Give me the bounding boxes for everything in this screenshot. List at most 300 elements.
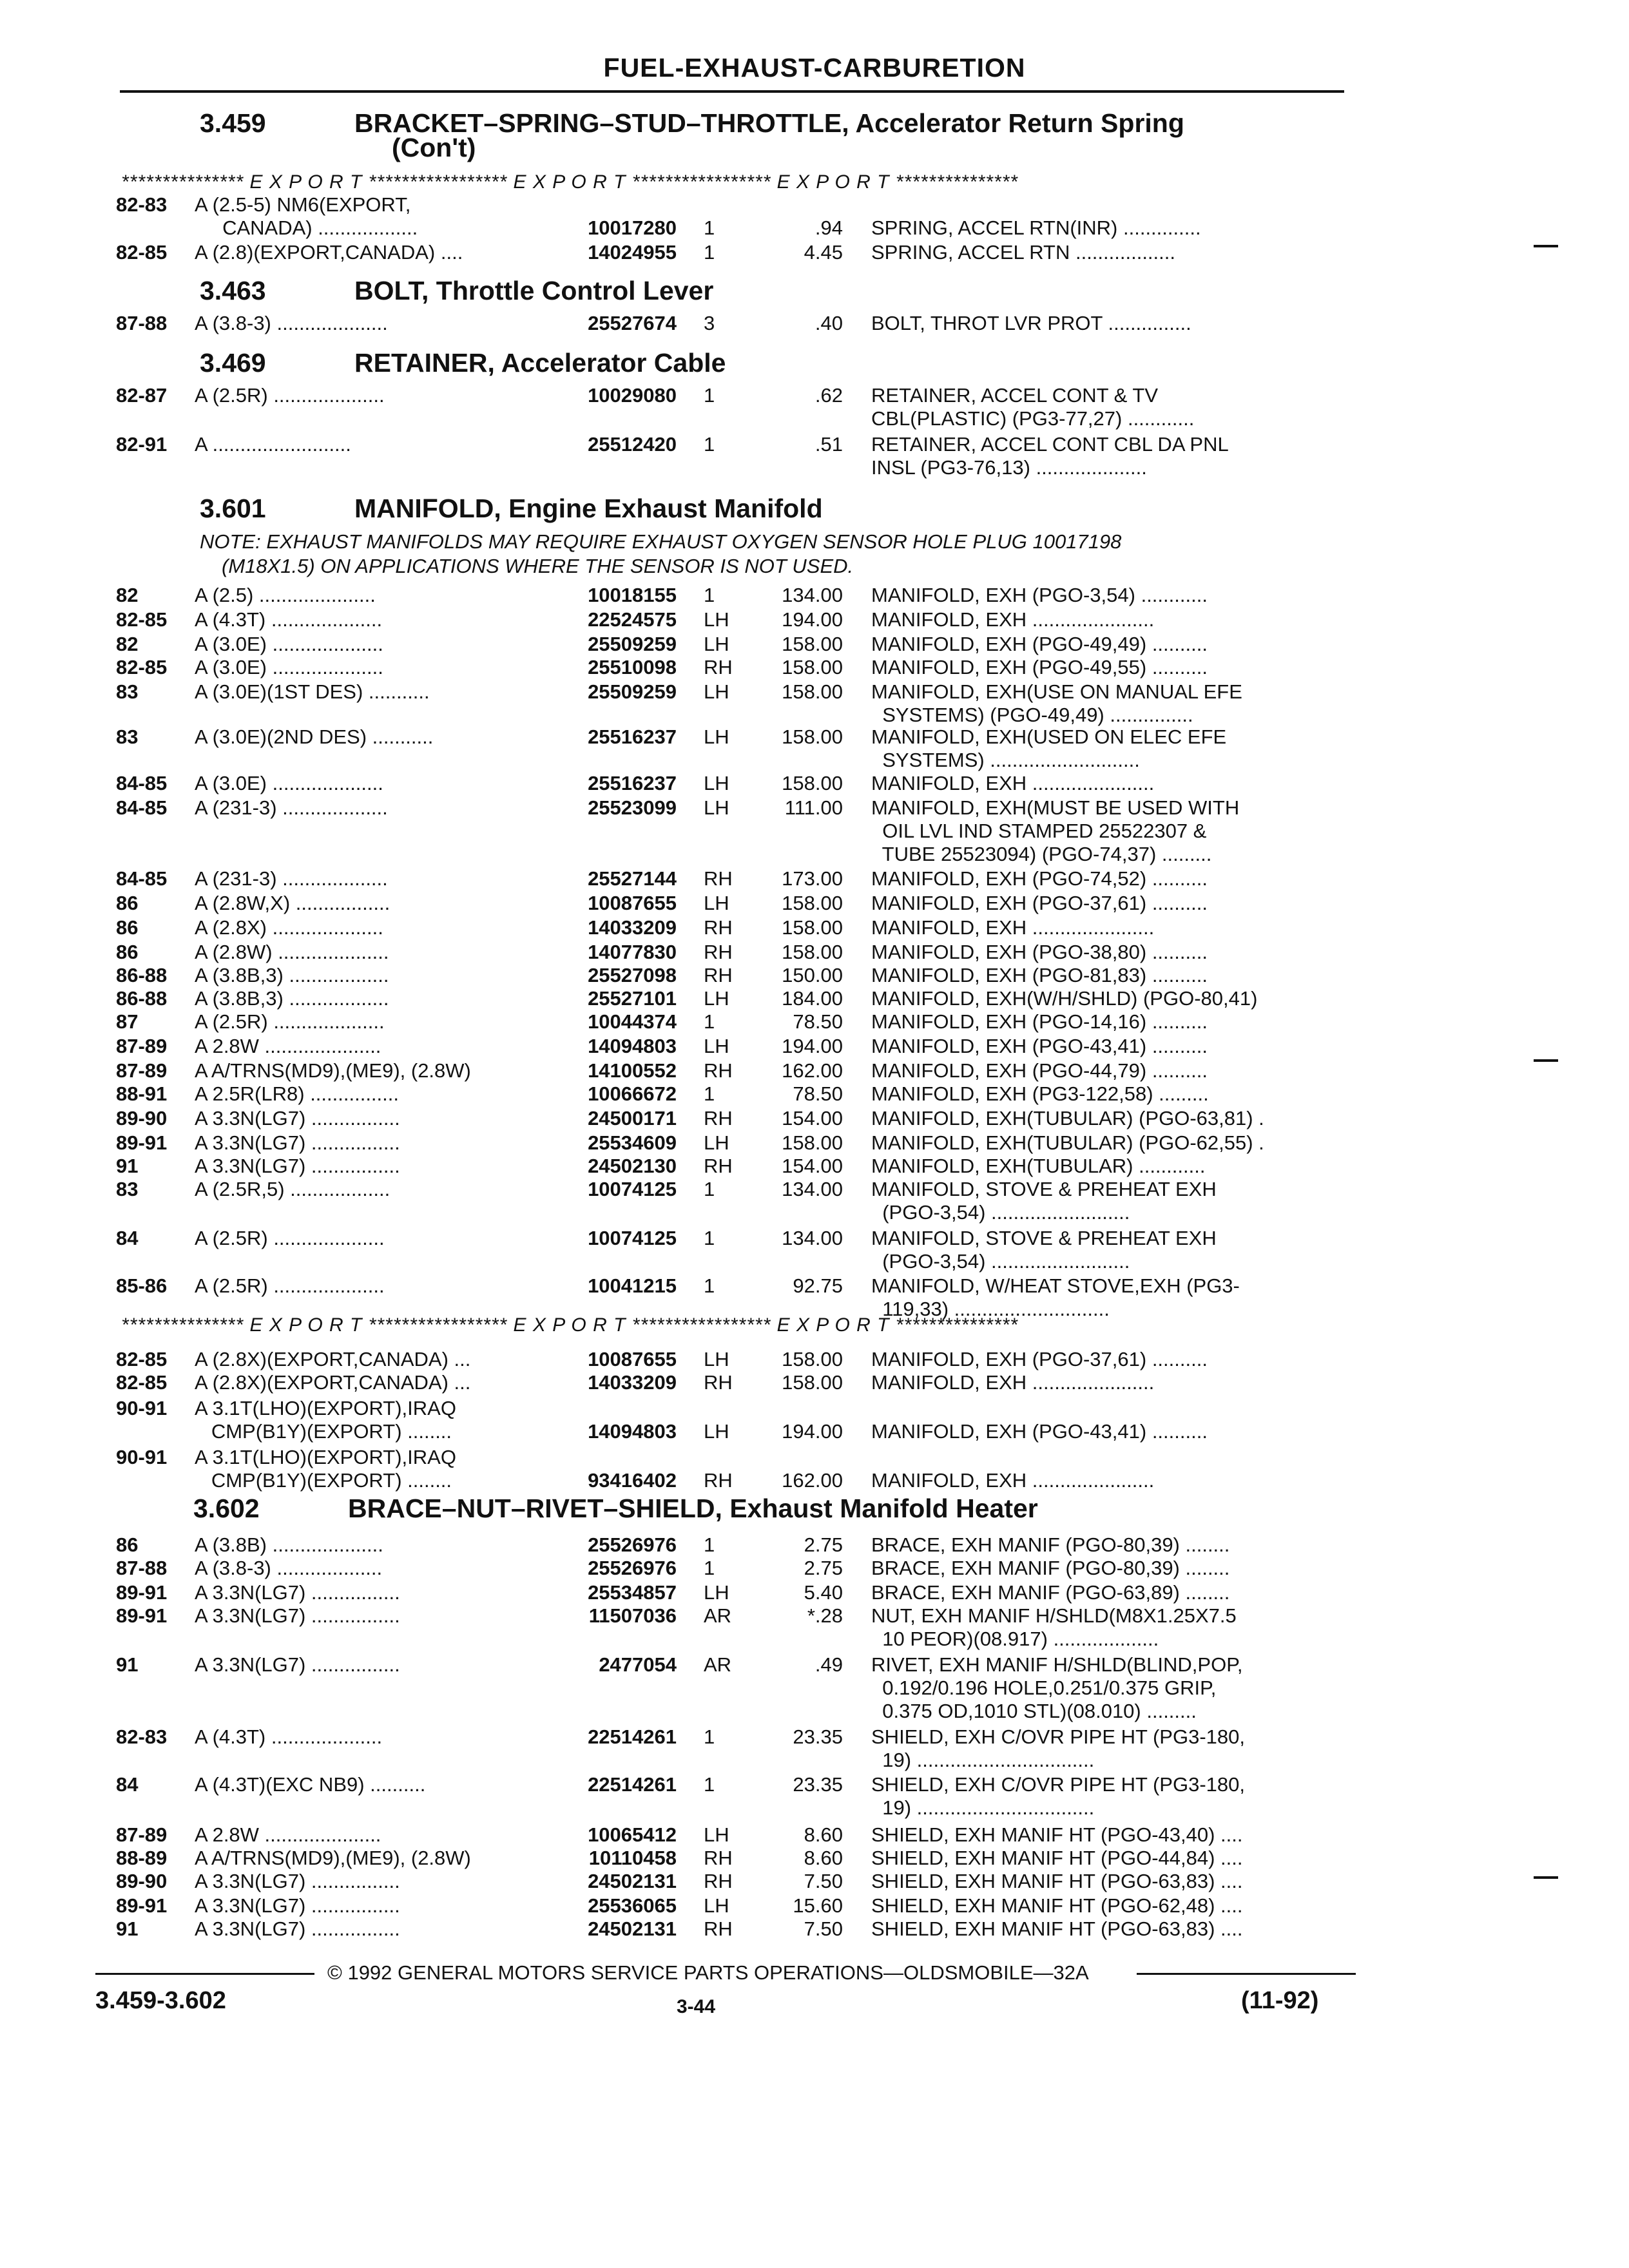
application: A (3.0E)(1ST DES) ........... (195, 680, 430, 703)
quantity: AR (704, 1604, 732, 1627)
part-number: 10074125 (588, 1178, 677, 1200)
part-number: 14033209 (588, 916, 677, 939)
description: SYSTEMS) ........................... (871, 749, 1140, 771)
model-years: 84 (116, 1227, 139, 1249)
model-years: 87-88 (116, 312, 168, 334)
description: (PGO-3,54) ......................... (871, 1201, 1130, 1224)
description: MANIFOLD, STOVE & PREHEAT EXH (871, 1178, 1217, 1200)
model-years: 87-89 (116, 1035, 168, 1057)
description: MANIFOLD, EXH ...................... (871, 772, 1155, 794)
description: RETAINER, ACCEL CONT CBL DA PNL (871, 433, 1229, 456)
price: 158.00 (782, 772, 843, 794)
part-number: 25526976 (588, 1557, 677, 1579)
part-number: 10041215 (588, 1274, 677, 1297)
model-years: 89-91 (116, 1131, 168, 1154)
quantity: 1 (704, 433, 715, 456)
footer-page-number: 3-44 (677, 1996, 716, 2017)
description: 19) ................................ (871, 1796, 1095, 1819)
model-years: 82-85 (116, 1371, 168, 1394)
quantity: LH (704, 987, 729, 1010)
quantity: LH (704, 633, 729, 655)
quantity: LH (704, 1823, 729, 1846)
description: MANIFOLD, EXH(TUBULAR) (PGO-63,81) . (871, 1107, 1264, 1129)
application: A 3.3N(LG7) ................ (195, 1917, 400, 1940)
description: MANIFOLD, EXH(USE ON MANUAL EFE (871, 680, 1242, 703)
description: CBL(PLASTIC) (PG3-77,27) ............ (871, 407, 1195, 430)
quantity: LH (704, 1348, 729, 1370)
description: MANIFOLD, EXH (PG3-122,58) ......... (871, 1082, 1209, 1105)
description: MANIFOLD, EXH (PGO-44,79) .......... (871, 1059, 1208, 1082)
footer-rule-left (95, 1973, 314, 1975)
application: A (3.8B,3) .................. (195, 987, 389, 1010)
description: BRACE, EXH MANIF (PGO-80,39) ........ (871, 1533, 1230, 1556)
application: A A/TRNS(MD9),(ME9), (2.8W) (195, 1847, 471, 1869)
description: MANIFOLD, EXH (PGO-43,41) .......... (871, 1420, 1208, 1443)
application: CANADA) .................. (195, 216, 418, 239)
price: 158.00 (782, 680, 843, 703)
note-line: NOTE: EXHAUST MANIFOLDS MAY REQUIRE EXHAUST OXYGEN SENSOR HOLE PLUG 10017198 (200, 530, 1122, 553)
price: 8.60 (804, 1823, 843, 1846)
application: A 3.3N(LG7) ................ (195, 1653, 400, 1676)
section-title: BRACE–NUT–RIVET–SHIELD, Exhaust Manifold Heater (348, 1494, 1038, 1523)
application: A (2.5R) .................... (195, 1010, 385, 1033)
description: MANIFOLD, EXH ...................... (871, 916, 1155, 939)
price: 134.00 (782, 1227, 843, 1249)
price: 8.60 (804, 1847, 843, 1869)
application: A (2.5) ..................... (195, 584, 376, 606)
description: MANIFOLD, EXH (PGO-49,49) .......... (871, 633, 1208, 655)
description: RIVET, EXH MANIF H/SHLD(BLIND,POP, (871, 1653, 1243, 1676)
price: 158.00 (782, 941, 843, 963)
quantity: RH (704, 1847, 733, 1869)
description: SYSTEMS) (PGO-49,49) ............... (871, 704, 1193, 726)
model-years: 88-91 (116, 1082, 168, 1105)
description: MANIFOLD, EXH ...................... (871, 608, 1155, 631)
model-years: 84 (116, 1773, 139, 1796)
price: 2.75 (804, 1533, 843, 1556)
quantity: 3 (704, 312, 715, 334)
description: 119,33) ............................ (871, 1298, 1110, 1320)
price: 158.00 (782, 726, 843, 748)
quantity: 1 (704, 1773, 715, 1796)
price: 162.00 (782, 1059, 843, 1082)
footer-rule-right (1137, 1973, 1356, 1975)
model-years: 82-85 (116, 656, 168, 678)
model-years: 90-91 (116, 1446, 168, 1468)
section-number: 3.463 (200, 276, 266, 305)
price: 7.50 (804, 1917, 843, 1940)
price: 23.35 (793, 1725, 843, 1748)
price: 158.00 (782, 1131, 843, 1154)
quantity: RH (704, 1870, 733, 1892)
application: CMP(B1Y)(EXPORT) ........ (195, 1469, 452, 1492)
description: SHIELD, EXH MANIF HT (PGO-63,83) .... (871, 1917, 1243, 1940)
application: A (2.5R) .................... (195, 384, 385, 407)
price: 2.75 (804, 1557, 843, 1579)
application: A A/TRNS(MD9),(ME9), (2.8W) (195, 1059, 471, 1082)
price: 134.00 (782, 1178, 843, 1200)
part-number: 10074125 (588, 1227, 677, 1249)
model-years: 85-86 (116, 1274, 168, 1297)
price: .62 (815, 384, 843, 407)
description: SPRING, ACCEL RTN .................. (871, 241, 1175, 264)
part-number: 25516237 (588, 726, 677, 748)
application: A (2.8X) .................... (195, 916, 383, 939)
quantity: 1 (704, 1274, 715, 1297)
description: MANIFOLD, STOVE & PREHEAT EXH (871, 1227, 1217, 1249)
part-number: 25509259 (588, 633, 677, 655)
application: A 3.3N(LG7) ................ (195, 1870, 400, 1892)
footer-date: (11-92) (1241, 1987, 1319, 2014)
section-number: 3.469 (200, 348, 266, 378)
application: A 3.3N(LG7) ................ (195, 1131, 400, 1154)
part-number: 14094803 (588, 1035, 677, 1057)
price: 194.00 (782, 608, 843, 631)
model-years: 82-91 (116, 433, 168, 456)
model-years: 89-91 (116, 1604, 168, 1627)
part-number: 25527144 (588, 867, 677, 890)
model-years: 82-87 (116, 384, 168, 407)
part-number: 10066672 (588, 1082, 677, 1105)
quantity: 1 (704, 1533, 715, 1556)
application: A 3.3N(LG7) ................ (195, 1581, 400, 1604)
model-years: 87-89 (116, 1059, 168, 1082)
quantity: LH (704, 1420, 729, 1443)
quantity: RH (704, 1371, 733, 1394)
application: A (3.0E)(2ND DES) ........... (195, 726, 434, 748)
model-years: 84-85 (116, 772, 168, 794)
application: A (2.5R,5) .................. (195, 1178, 390, 1200)
application: A (2.8)(EXPORT,CANADA) .... (195, 241, 463, 264)
quantity: RH (704, 941, 733, 963)
model-years: 86 (116, 941, 139, 963)
price: 154.00 (782, 1107, 843, 1129)
model-years: 86 (116, 892, 139, 914)
application: A (2.5R) .................... (195, 1274, 385, 1297)
price: 78.50 (793, 1010, 843, 1033)
description: MANIFOLD, EXH (PGO-37,61) .......... (871, 892, 1208, 914)
description: MANIFOLD, EXH (PGO-81,83) .......... (871, 964, 1208, 986)
model-years: 82 (116, 584, 139, 606)
section-number: 3.601 (200, 494, 266, 523)
model-years: 87-89 (116, 1823, 168, 1846)
model-years: 87-88 (116, 1557, 168, 1579)
quantity: 1 (704, 1227, 715, 1249)
price: 5.40 (804, 1581, 843, 1604)
price: 158.00 (782, 633, 843, 655)
model-years: 91 (116, 1917, 139, 1940)
application: A 3.1T(LHO)(EXPORT),IRAQ (195, 1446, 456, 1468)
footer-section-range: 3.459-3.602 (95, 1987, 226, 2014)
application: A 3.3N(LG7) ................ (195, 1107, 400, 1129)
description: BRACE, EXH MANIF (PGO-80,39) ........ (871, 1557, 1230, 1579)
application: A (3.8B) .................... (195, 1533, 383, 1556)
price: .94 (815, 216, 843, 239)
part-number: 10087655 (588, 892, 677, 914)
model-years: 82-85 (116, 608, 168, 631)
part-number: 10029080 (588, 384, 677, 407)
price: 158.00 (782, 892, 843, 914)
part-number: 25516237 (588, 772, 677, 794)
export-banner-mid: *************** E X P O R T ***************** E X P O R T ***************** E X P O R T *************** (121, 1314, 1018, 1336)
price: 92.75 (793, 1274, 843, 1297)
application: A (3.0E) .................... (195, 633, 383, 655)
section-title: BRACKET–SPRING–STUD–THROTTLE, Accelerator Return Spring (354, 108, 1184, 138)
model-years: 82 (116, 633, 139, 655)
model-years: 86-88 (116, 987, 168, 1010)
application: A (231-3) ................... (195, 796, 388, 819)
quantity: LH (704, 1581, 729, 1604)
application: A (4.3T) .................... (195, 1725, 383, 1748)
quantity: 1 (704, 241, 715, 264)
description: SPRING, ACCEL RTN(INR) .............. (871, 216, 1201, 239)
header-rule (120, 90, 1344, 93)
quantity: RH (704, 1059, 733, 1082)
quantity: 1 (704, 1178, 715, 1200)
description: MANIFOLD, EXH (PGO-74,52) .......... (871, 867, 1208, 890)
quantity: LH (704, 608, 729, 631)
description: MANIFOLD, EXH(TUBULAR) ............ (871, 1155, 1206, 1177)
application: A (2.5-5) NM6(EXPORT, (195, 193, 411, 216)
description: MANIFOLD, EXH (PGO-14,16) .......... (871, 1010, 1208, 1033)
model-years: 89-90 (116, 1870, 168, 1892)
quantity: 1 (704, 584, 715, 606)
description: RETAINER, ACCEL CONT & TV (871, 384, 1159, 407)
quantity: 1 (704, 384, 715, 407)
description: SHIELD, EXH MANIF HT (PGO-62,48) .... (871, 1894, 1243, 1917)
price: 173.00 (782, 867, 843, 890)
application: A 2.5R(LR8) ................ (195, 1082, 399, 1105)
footer-copyright: © 1992 GENERAL MOTORS SERVICE PARTS OPERATIONS—OLDSMOBILE—32A (327, 1961, 1089, 1984)
part-number: 10087655 (588, 1348, 677, 1370)
part-number: 22514261 (588, 1773, 677, 1796)
description: SHIELD, EXH C/OVR PIPE HT (PG3-180, (871, 1725, 1245, 1748)
application: A ......................... (195, 433, 351, 456)
application: A (3.8-3) ................... (195, 1557, 383, 1579)
price: 194.00 (782, 1420, 843, 1443)
model-years: 87 (116, 1010, 139, 1033)
quantity: RH (704, 656, 733, 678)
section-title: BOLT, Throttle Control Lever (354, 276, 714, 305)
application: A 2.8W ..................... (195, 1823, 381, 1846)
price: 111.00 (784, 796, 843, 819)
price: 7.50 (804, 1870, 843, 1892)
part-number: 22514261 (588, 1725, 677, 1748)
part-number: 10018155 (588, 584, 677, 606)
quantity: 1 (704, 1010, 715, 1033)
description: TUBE 25523094) (PGO-74,37) ......... (871, 843, 1212, 865)
price: 158.00 (782, 1371, 843, 1394)
application: A 3.1T(LHO)(EXPORT),IRAQ (195, 1397, 456, 1419)
model-years: 86-88 (116, 964, 168, 986)
part-number: 14033209 (588, 1371, 677, 1394)
section-title: MANIFOLD, Engine Exhaust Manifold (354, 494, 823, 523)
description: MANIFOLD, EXH(MUST BE USED WITH (871, 796, 1240, 819)
part-number: 25523099 (588, 796, 677, 819)
model-years: 89-91 (116, 1581, 168, 1604)
quantity: RH (704, 1917, 733, 1940)
section-number: 3.459 (200, 108, 266, 138)
section-title: RETAINER, Accelerator Cable (354, 348, 726, 378)
model-years: 89-90 (116, 1107, 168, 1129)
description: MANIFOLD, EXH (PGO-3,54) ............ (871, 584, 1208, 606)
note-line: (M18X1.5) ON APPLICATIONS WHERE THE SENSOR IS NOT USED. (222, 555, 854, 577)
margin-mark (1534, 245, 1558, 247)
quantity: 1 (704, 1725, 715, 1748)
model-years: 86 (116, 916, 139, 939)
description: MANIFOLD, EXH (PGO-38,80) .......... (871, 941, 1208, 963)
application: A (2.8W,X) ................. (195, 892, 390, 914)
part-number: 24502131 (588, 1870, 677, 1892)
part-number: 2477054 (599, 1653, 677, 1676)
part-number: 14100552 (588, 1059, 677, 1082)
price: .51 (815, 433, 843, 456)
price: 194.00 (782, 1035, 843, 1057)
application: A (3.0E) .................... (195, 772, 383, 794)
application: A 3.3N(LG7) ................ (195, 1894, 400, 1917)
part-number: 24500171 (588, 1107, 677, 1129)
quantity: 1 (704, 1082, 715, 1105)
description: MANIFOLD, EXH(W/H/SHLD) (PGO-80,41) (871, 987, 1258, 1010)
application: A (3.8-3) .................... (195, 312, 388, 334)
page-title: FUEL-EXHAUST-CARBURETION (603, 53, 1026, 82)
part-number: 24502131 (588, 1917, 677, 1940)
model-years: 83 (116, 726, 139, 748)
application: A (4.3T)(EXC NB9) .......... (195, 1773, 426, 1796)
part-number: 25510098 (588, 656, 677, 678)
model-years: 88-89 (116, 1847, 168, 1869)
quantity: LH (704, 772, 729, 794)
part-number: 25527101 (588, 987, 677, 1010)
part-number: 25527674 (588, 312, 677, 334)
application: A 3.3N(LG7) ................ (195, 1604, 400, 1627)
part-number: 10017280 (588, 216, 677, 239)
description: 10 PEOR)(08.917) ................... (871, 1628, 1159, 1650)
description: SHIELD, EXH MANIF HT (PGO-44,84) .... (871, 1847, 1243, 1869)
model-years: 82-85 (116, 1348, 168, 1370)
description: MANIFOLD, EXH (PGO-43,41) .......... (871, 1035, 1208, 1057)
application: A (3.0E) .................... (195, 656, 383, 678)
price: 158.00 (782, 916, 843, 939)
application: A (231-3) ................... (195, 867, 388, 890)
price: 184.00 (782, 987, 843, 1010)
model-years: 82-83 (116, 193, 168, 216)
description: INSL (PG3-76,13) .................... (871, 456, 1147, 479)
price: 15.60 (793, 1894, 843, 1917)
quantity: LH (704, 1894, 729, 1917)
price: 158.00 (782, 656, 843, 678)
description: MANIFOLD, W/HEAT STOVE,EXH (PG3- (871, 1274, 1240, 1297)
price: 78.50 (793, 1082, 843, 1105)
model-years: 91 (116, 1155, 139, 1177)
application: A (2.5R) .................... (195, 1227, 385, 1249)
application: A (4.3T) .................... (195, 608, 383, 631)
model-years: 89-91 (116, 1894, 168, 1917)
quantity: RH (704, 867, 733, 890)
application: A (2.8W) .................... (195, 941, 389, 963)
part-number: 22524575 (588, 608, 677, 631)
part-number: 10110458 (588, 1847, 677, 1869)
part-number: 14094803 (588, 1420, 677, 1443)
description: SHIELD, EXH MANIF HT (PGO-43,40) .... (871, 1823, 1243, 1846)
part-number: 25509259 (588, 680, 677, 703)
model-years: 86 (116, 1533, 139, 1556)
quantity: LH (704, 796, 729, 819)
application: A 3.3N(LG7) ................ (195, 1155, 400, 1177)
price: 158.00 (782, 1348, 843, 1370)
application: A 2.8W ..................... (195, 1035, 381, 1057)
section-number: 3.602 (193, 1494, 260, 1523)
part-number: 14077830 (588, 941, 677, 963)
part-number: 25536065 (588, 1894, 677, 1917)
quantity: RH (704, 1107, 733, 1129)
price: 150.00 (782, 964, 843, 986)
quantity: AR (704, 1653, 732, 1676)
part-number: 25527098 (588, 964, 677, 986)
description: MANIFOLD, EXH (PGO-49,55) .......... (871, 656, 1208, 678)
margin-mark (1534, 1876, 1558, 1879)
description: BRACE, EXH MANIF (PGO-63,89) ........ (871, 1581, 1230, 1604)
quantity: RH (704, 1469, 733, 1492)
part-number: 25512420 (588, 433, 677, 456)
model-years: 90-91 (116, 1397, 168, 1419)
part-number: 25534857 (588, 1581, 677, 1604)
model-years: 83 (116, 1178, 139, 1200)
price: 154.00 (782, 1155, 843, 1177)
part-number: 24502130 (588, 1155, 677, 1177)
part-number: 10065412 (588, 1823, 677, 1846)
application: A (3.8B,3) .................. (195, 964, 389, 986)
description: OIL LVL IND STAMPED 25522307 & (871, 820, 1207, 842)
export-banner-top: *************** E X P O R T ***************** E X P O R T ***************** E X P O R T *************** (121, 171, 1018, 193)
description: 0.192/0.196 HOLE,0.251/0.375 GRIP, (871, 1677, 1217, 1699)
application: A (2.8X)(EXPORT,CANADA) ... (195, 1371, 471, 1394)
description: (PGO-3,54) ......................... (871, 1250, 1130, 1273)
application: CMP(B1Y)(EXPORT) ........ (195, 1420, 452, 1443)
price: 162.00 (782, 1469, 843, 1492)
section-title-continued: (Con't) (392, 133, 476, 162)
model-years: 84-85 (116, 867, 168, 890)
price: .49 (815, 1653, 843, 1676)
price: *.28 (807, 1604, 843, 1627)
description: BOLT, THROT LVR PROT ............... (871, 312, 1191, 334)
description: MANIFOLD, EXH ...................... (871, 1371, 1155, 1394)
description: MANIFOLD, EXH (PGO-37,61) .......... (871, 1348, 1208, 1370)
model-years: 82-83 (116, 1725, 168, 1748)
description: NUT, EXH MANIF H/SHLD(M8X1.25X7.5 (871, 1604, 1237, 1627)
price: 134.00 (782, 584, 843, 606)
quantity: 1 (704, 1557, 715, 1579)
model-years: 83 (116, 680, 139, 703)
quantity: RH (704, 916, 733, 939)
description: SHIELD, EXH MANIF HT (PGO-63,83) .... (871, 1870, 1243, 1892)
model-years: 82-85 (116, 241, 168, 264)
price: 23.35 (793, 1773, 843, 1796)
part-number: 93416402 (588, 1469, 677, 1492)
part-number: 10044374 (588, 1010, 677, 1033)
quantity: LH (704, 892, 729, 914)
quantity: RH (704, 964, 733, 986)
part-number: 25534609 (588, 1131, 677, 1154)
description: 0.375 OD,1010 STL)(08.010) ......... (871, 1700, 1197, 1722)
quantity: LH (704, 1131, 729, 1154)
quantity: LH (704, 726, 729, 748)
quantity: LH (704, 680, 729, 703)
description: 19) ................................ (871, 1749, 1095, 1771)
quantity: LH (704, 1035, 729, 1057)
part-number: 11507036 (588, 1604, 677, 1627)
quantity: 1 (704, 216, 715, 239)
